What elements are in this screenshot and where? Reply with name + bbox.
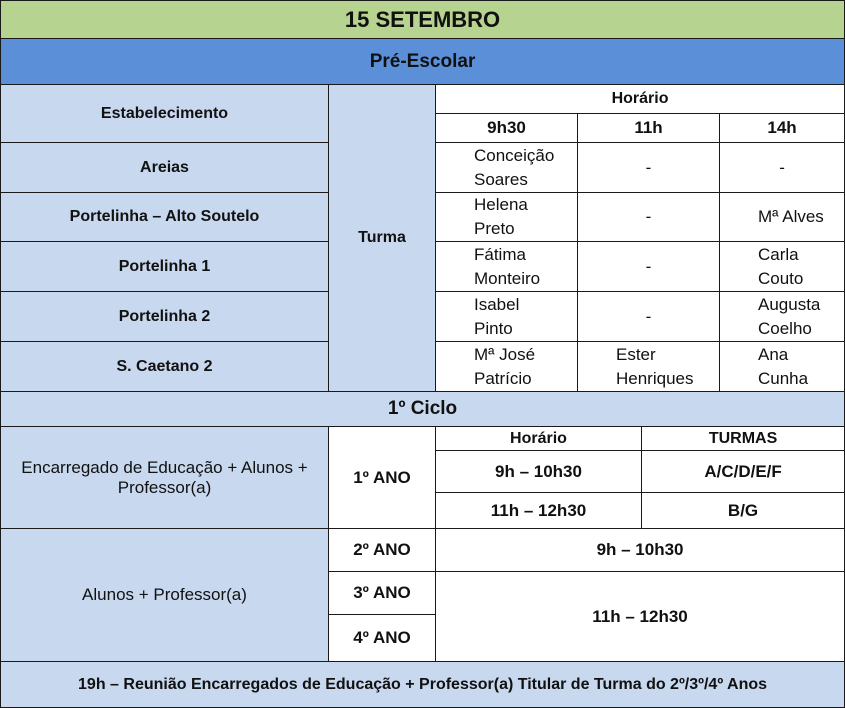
establishment-name: Portelinha 2 (1, 292, 329, 342)
teacher-11: - (578, 193, 720, 242)
teacher-930: Helena Preto (436, 193, 578, 242)
teacher-14: Carla Couto (720, 242, 845, 292)
time-header-14: 14h (720, 114, 845, 143)
teacher-930: Fátima Monteiro (436, 242, 578, 292)
teacher-14: Ana Cunha (720, 342, 845, 392)
header-estabelecimento: Estabelecimento (1, 85, 329, 143)
header-horario-1ciclo: Horário (436, 427, 642, 451)
establishment-name: Areias (1, 143, 329, 193)
establishment-name: S. Caetano 2 (1, 342, 329, 392)
slot-1-time: 9h – 10h30 (436, 451, 642, 493)
teacher-11: - (578, 143, 720, 193)
teacher-14: - (720, 143, 845, 193)
header-turma: Turma (329, 85, 436, 392)
time-header-11: 11h (578, 114, 720, 143)
slot-1-turmas: A/C/D/E/F (642, 451, 845, 493)
header-turmas: TURMAS (642, 427, 845, 451)
section-heading-1-ciclo: 1º Ciclo (1, 392, 845, 427)
ano-1-label: 1º ANO (329, 427, 436, 529)
teacher-930: Conceição Soares (436, 143, 578, 193)
teacher-14: Mª Alves (720, 193, 845, 242)
time-header-930: 9h30 (436, 114, 578, 143)
teacher-11: - (578, 242, 720, 292)
page-title: 15 SETEMBRO (1, 1, 845, 39)
teacher-14: Augusta Coelho (720, 292, 845, 342)
teacher-11: - (578, 292, 720, 342)
teacher-930: Isabel Pinto (436, 292, 578, 342)
teacher-11: Ester Henriques (578, 342, 720, 392)
section-heading-pre-escolar: Pré-Escolar (1, 39, 845, 85)
footer-note: 19h – Reunião Encarregados de Educação + Professor(a) Titular de Turma do 2º/3º/4º Anos (1, 662, 845, 708)
establishment-name: Portelinha 1 (1, 242, 329, 292)
group-label-ee-alunos-professor: Encarregado de Educação + Alunos + Professor(a) (1, 427, 329, 529)
group-label-alunos-professor: Alunos + Professor(a) (1, 529, 329, 662)
ano-3-label: 3º ANO (329, 572, 436, 615)
ano-4-label: 4º ANO (329, 615, 436, 662)
ano-2-label: 2º ANO (329, 529, 436, 572)
ano-3-4-time: 11h – 12h30 (436, 572, 845, 662)
header-horario: Horário (436, 85, 845, 114)
slot-2-time: 11h – 12h30 (436, 493, 642, 529)
slot-2-turmas: B/G (642, 493, 845, 529)
ano-2-time: 9h – 10h30 (436, 529, 845, 572)
teacher-930: Mª José Patrício (436, 342, 578, 392)
establishment-name: Portelinha – Alto Soutelo (1, 193, 329, 242)
